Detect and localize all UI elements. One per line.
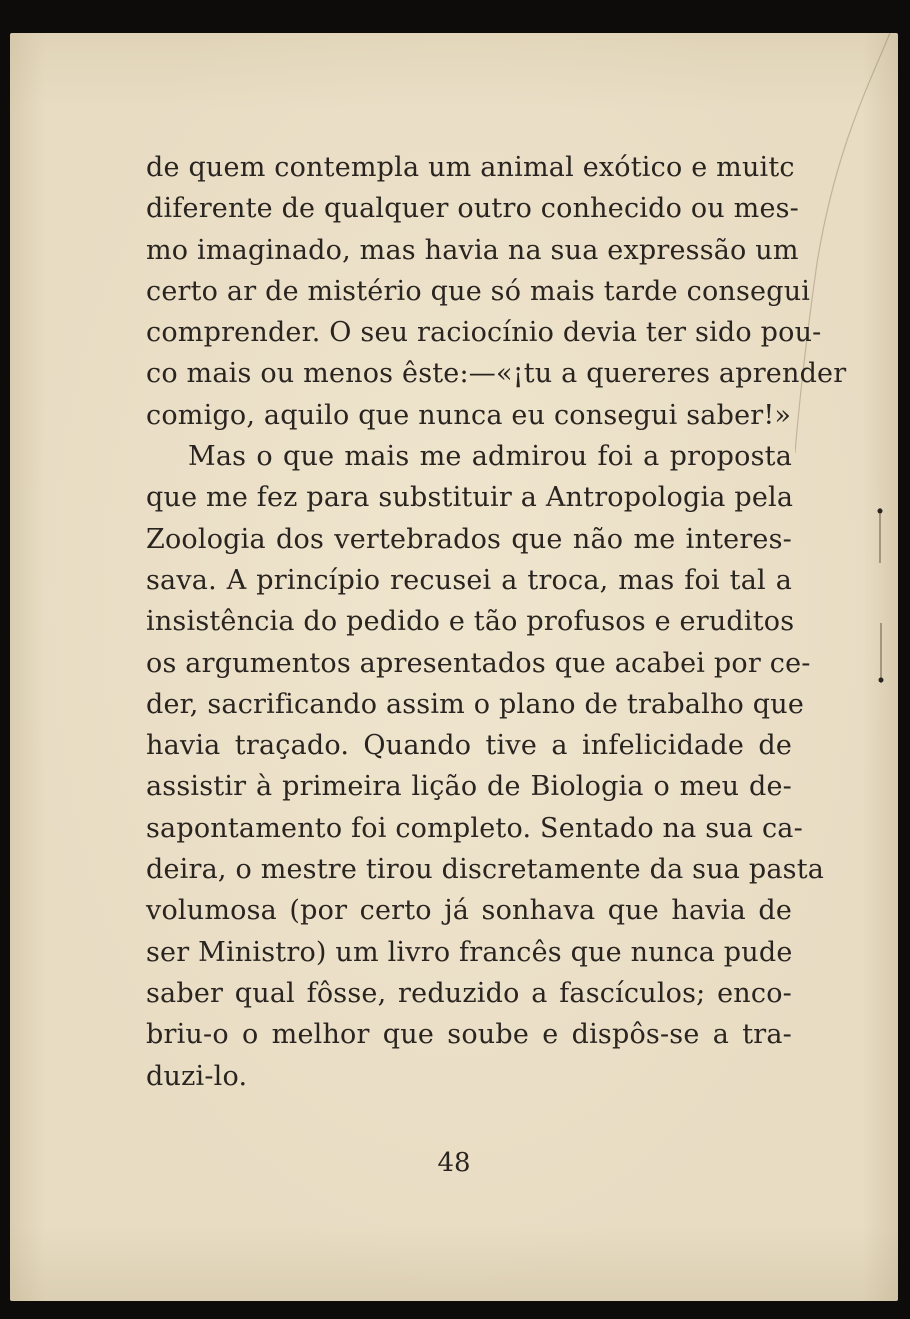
text-line: sava. A princípio recusei a troca, mas foi tal a: [146, 564, 792, 596]
text-line: diferente de qualquer outro conhecido ou mes-: [146, 193, 800, 225]
text-line: sapontamento foi completo. Sentado na sua ca-: [146, 812, 803, 844]
body-text: [146, 147, 847, 1097]
text-line: comprender. O seu raciocínio devia ter sido pou-: [146, 317, 822, 349]
book-page: [10, 33, 898, 1301]
text-line: certo ar de mistério que só mais tarde consegui: [146, 275, 811, 307]
text-line: volumosa (por certo já sonhava que havia de: [146, 895, 792, 927]
paragraph-start-line: Mas o que mais me admirou foi a proposta: [188, 441, 792, 473]
text-line: ser Ministro) um livro francês que nunca pude: [146, 936, 793, 968]
text-line: assistir à primeira lição de Biologia o meu de-: [146, 771, 792, 803]
text-line: mo imaginado, mas havia na sua expressão um: [146, 234, 799, 266]
text-line: saber qual fôsse, reduzido a fascículos; enco-: [146, 977, 792, 1009]
text-line: deira, o mestre tirou discretamente da sua pasta: [146, 854, 825, 886]
text-line: briu-o o melhor que soube e dispôs-se a tra-: [146, 1019, 792, 1051]
text-line: comigo, aquilo que nunca eu consegui saber!»: [146, 399, 792, 431]
text-line: co mais ou menos êste:—«¡tu a quereres aprender: [146, 358, 847, 390]
text-line: de quem contempla um animal exótico e muitc: [146, 152, 795, 183]
text-line: insistência do pedido e tão profusos e eruditos: [146, 606, 795, 638]
text-line: Zoologia dos vertebrados que não me interes-: [146, 523, 792, 555]
text-line: havia traçado. Quando tive a infelicidade de: [146, 730, 792, 762]
page-number: 48: [437, 1148, 471, 1178]
text-line: que me fez para substituir a Antropologia pela: [146, 482, 794, 514]
binding-thread-marks: [872, 503, 892, 693]
text-line: duzi-lo.: [146, 1060, 248, 1092]
text-line: der, sacrificando assim o plano de trabalho que: [146, 688, 805, 720]
text-line: os argumentos apresentados que acabei por ce-: [146, 647, 811, 679]
